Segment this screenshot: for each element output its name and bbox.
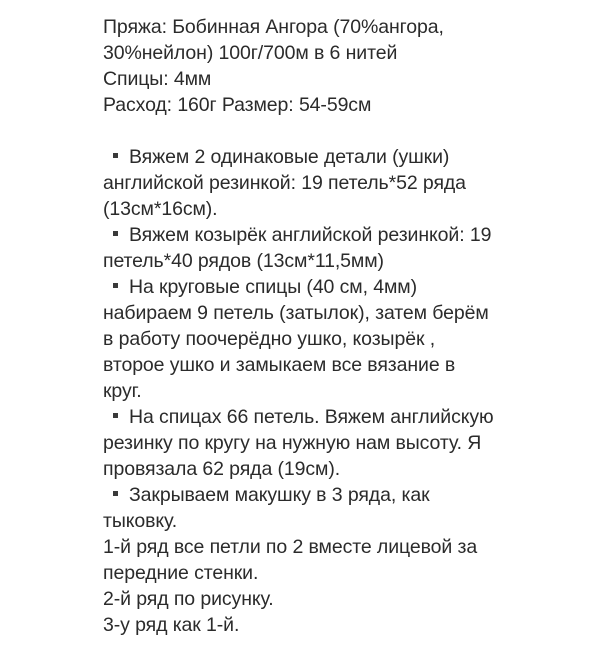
bullet-icon xyxy=(113,283,118,288)
row-1-line-2: передние стенки. xyxy=(103,562,259,584)
step-3-line-4: второе ушко и замыкаем все вязание в xyxy=(103,354,456,376)
step-text: На спицах 66 петель. Вяжем английскую xyxy=(129,406,494,428)
step-text: Закрываем макушку в 3 ряда, как xyxy=(129,484,430,506)
bullet-icon xyxy=(113,413,118,418)
step-4-line-1 xyxy=(113,404,494,430)
step-5-line-1 xyxy=(113,482,430,508)
step-3-line-3: в работу поочерёдно ушко, козырёк , xyxy=(103,328,436,350)
step-3-line-1 xyxy=(113,274,417,300)
step-1-line-2: английской резинкой: 19 петель*52 ряда xyxy=(103,172,466,194)
row-2-line: 2-й ряд по рисунку. xyxy=(103,588,274,610)
yarn-line-2: 30%нейлон) 100г/700м в 6 нитей xyxy=(103,42,398,64)
consumption-line: Расход: 160г Размер: 54-59см xyxy=(103,94,372,116)
step-3-line-5: круг. xyxy=(103,380,142,402)
step-text: Вяжем козырёк английской резинкой: 19 xyxy=(129,224,492,246)
step-text: На круговые спицы (40 см, 4мм) xyxy=(129,276,417,298)
row-1-line-1: 1-й ряд все петли по 2 вместе лицевой за xyxy=(103,536,478,558)
step-1-line-3: (13см*16см). xyxy=(103,198,218,220)
bullet-icon xyxy=(113,491,118,496)
step-4-line-2: резинку по кругу на нужную нам высоту. Я xyxy=(103,432,482,454)
needles-line: Спицы: 4мм xyxy=(103,68,212,90)
step-3-line-2: набираем 9 петель (затылок), затем берём xyxy=(103,302,489,324)
step-1-line-1 xyxy=(113,144,449,170)
bullet-icon xyxy=(113,153,118,158)
yarn-line-1: Пряжа: Бобинная Ангора (70%ангора, xyxy=(103,16,444,38)
step-2-line-2: петель*40 рядов (13см*11,5мм) xyxy=(103,250,384,272)
step-text: Вяжем 2 одинаковые детали (ушки) xyxy=(129,146,450,168)
step-2-line-1 xyxy=(113,222,491,248)
bullet-icon xyxy=(113,231,118,236)
row-3-line: 3-у ряд как 1-й. xyxy=(103,614,240,636)
step-4-line-3: провязала 62 ряда (19см). xyxy=(103,458,341,480)
step-5-line-2: тыковку. xyxy=(103,510,178,532)
